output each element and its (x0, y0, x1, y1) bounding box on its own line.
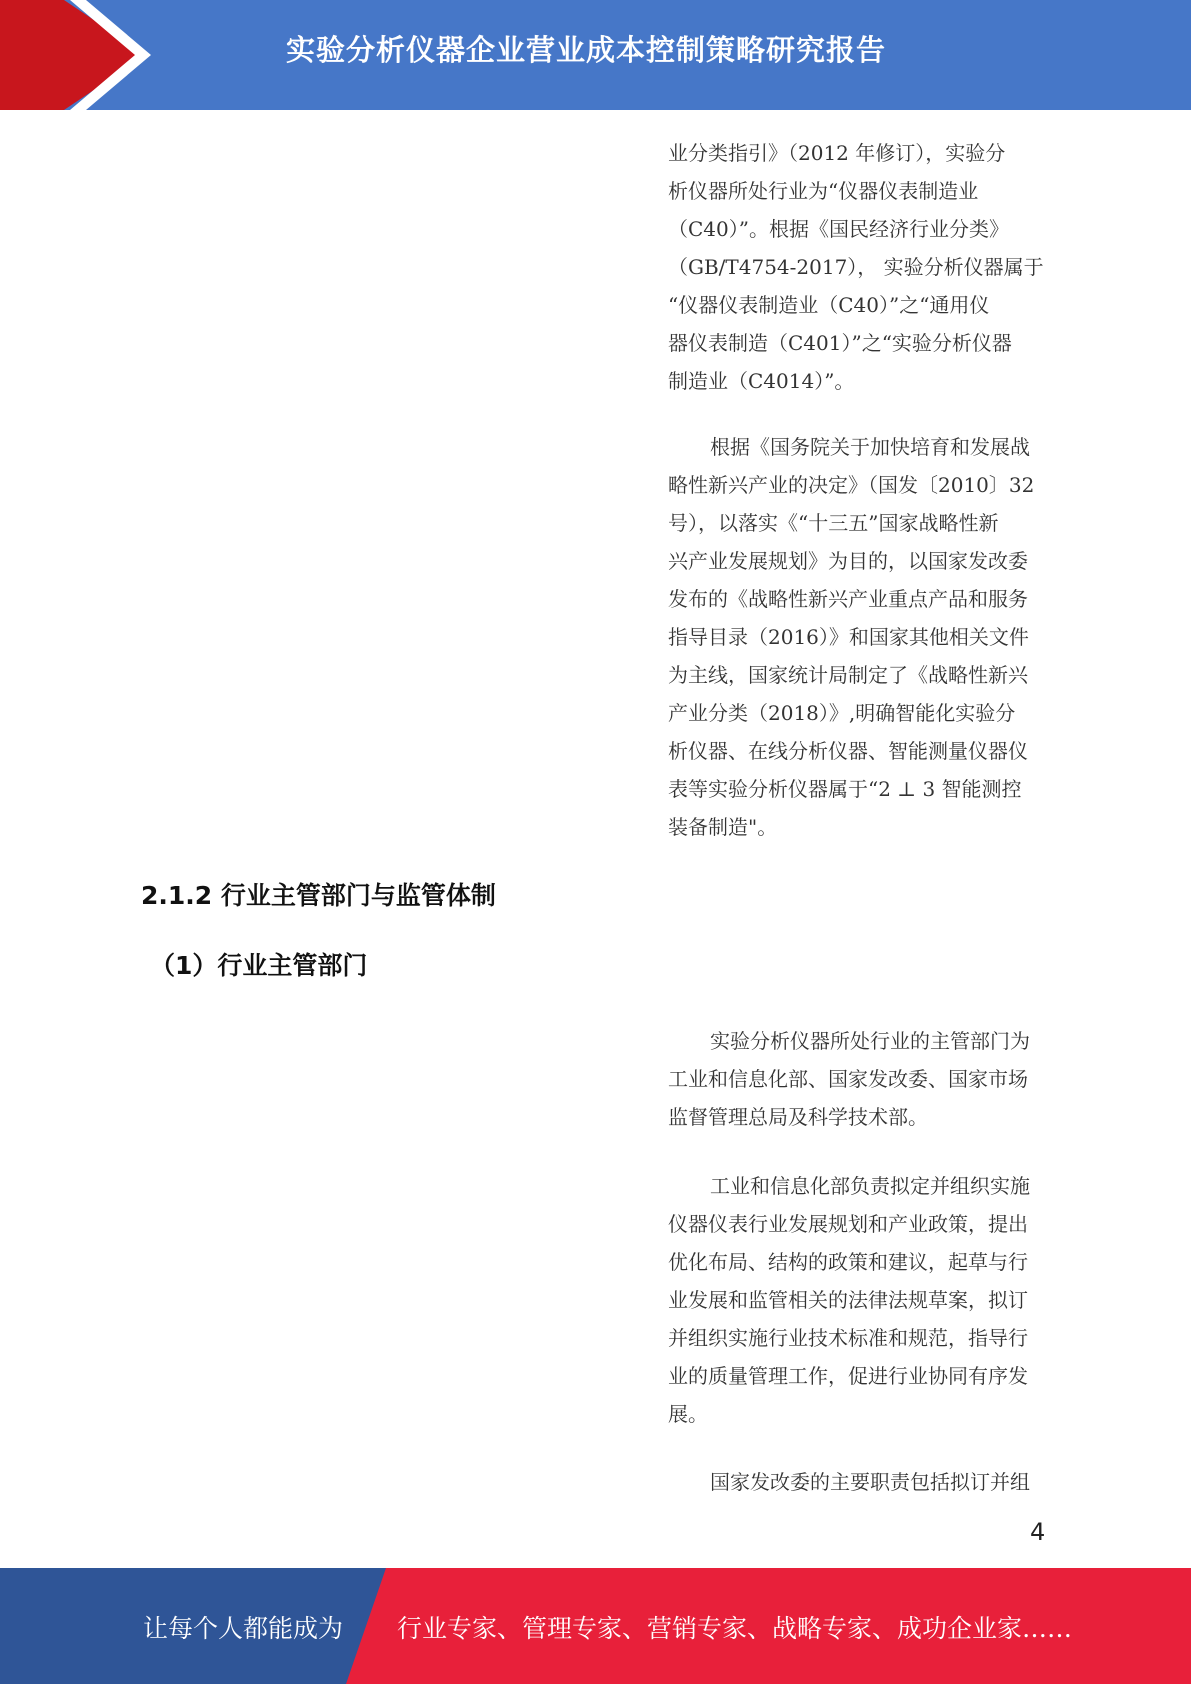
text-line: 优化布局、结构的政策和建议，起草与行 (668, 1250, 1028, 1274)
text-line: 号），以落实《“十三五”国家战略性新 (668, 511, 999, 535)
text-line: 器仪表制造（C401）”之“实验分析仪器 (668, 331, 1012, 355)
text-line: 展。 (668, 1402, 708, 1426)
text-line: 析仪器、在线分析仪器、智能测量仪器仪 (668, 739, 1028, 763)
text-line: 产业分类（2018）》,明确智能化实验分 (668, 701, 1016, 725)
text-line: 业发展和监管相关的法律法规草案，拟订 (668, 1288, 1028, 1312)
text-line: 表等实验分析仪器属于“2 ⊥ 3 智能测控 (668, 777, 1022, 801)
text-line: 实验分析仪器所处行业的主管部门为 (710, 1029, 1030, 1053)
paragraph-miit-duties (668, 1167, 1048, 1433)
text-line: 并组织实施行业技术标准和规范，指导行 (668, 1326, 1028, 1350)
section-heading: 2.1.2 行业主管部门与监管体制 (141, 881, 496, 910)
text-line: （C40）”。根据《国民经济行业分类》 (668, 217, 1009, 241)
text-line: 为主线，国家统计局制定了《战略性新兴 (668, 663, 1028, 687)
text-line: 析仪器所处行业为“仪器仪表制造业 (668, 179, 979, 203)
text-line: 根据《国务院关于加快培育和发展战 (710, 435, 1030, 459)
paragraph-strategic-industries (668, 428, 1048, 846)
footer-banner (0, 1568, 1191, 1684)
footer-slogan-left: 让每个人都能成为 (143, 1614, 344, 1643)
text-line: （GB/T4754-2017）， 实验分析仪器属于 (668, 255, 1044, 279)
text-line: 略性新兴产业的决定》（国发〔2010〕32 (668, 473, 1035, 497)
chevron-arrow-icon (0, 0, 160, 110)
text-line: 发布的《战略性新兴产业重点产品和服务 (668, 587, 1028, 611)
page-number: 4 (1030, 1518, 1046, 1546)
text-line: 监督管理总局及科学技术部。 (668, 1105, 928, 1129)
footer-slogan-right: 行业专家、管理专家、营销专家、战略专家、成功企业家…… (397, 1614, 1073, 1643)
text-line: 仪器仪表行业发展规划和产业政策，提出 (668, 1212, 1028, 1236)
paragraph-authorities (668, 1022, 1048, 1136)
text-line: 工业和信息化部、国家发改委、国家市场 (668, 1067, 1028, 1091)
text-line: 业分类指引》（2012 年修订），实验分 (668, 141, 1006, 165)
text-line: 工业和信息化部负责拟定并组织实施 (710, 1174, 1030, 1198)
header-banner (0, 0, 1191, 110)
report-title: 实验分析仪器企业营业成本控制策略研究报告 (286, 33, 887, 67)
text-line: 装备制造"。 (668, 815, 778, 839)
text-line: 业的质量管理工作，促进行业协同有序发 (668, 1364, 1028, 1388)
paragraph-ndrc-duties (668, 1463, 1048, 1501)
subsection-heading: （1）行业主管部门 (150, 951, 368, 980)
text-line: 国家发改委的主要职责包括拟订并组 (710, 1470, 1030, 1494)
text-line: 制造业（C4014）”。 (668, 369, 855, 393)
text-line: 指导目录（2016）》和国家其他相关文件 (668, 625, 1029, 649)
paragraph-industry-classification (668, 134, 1048, 400)
text-line: “仪器仪表制造业（C40）”之“通用仪 (668, 293, 990, 317)
text-line: 兴产业发展规划》为目的，以国家发改委 (668, 549, 1028, 573)
